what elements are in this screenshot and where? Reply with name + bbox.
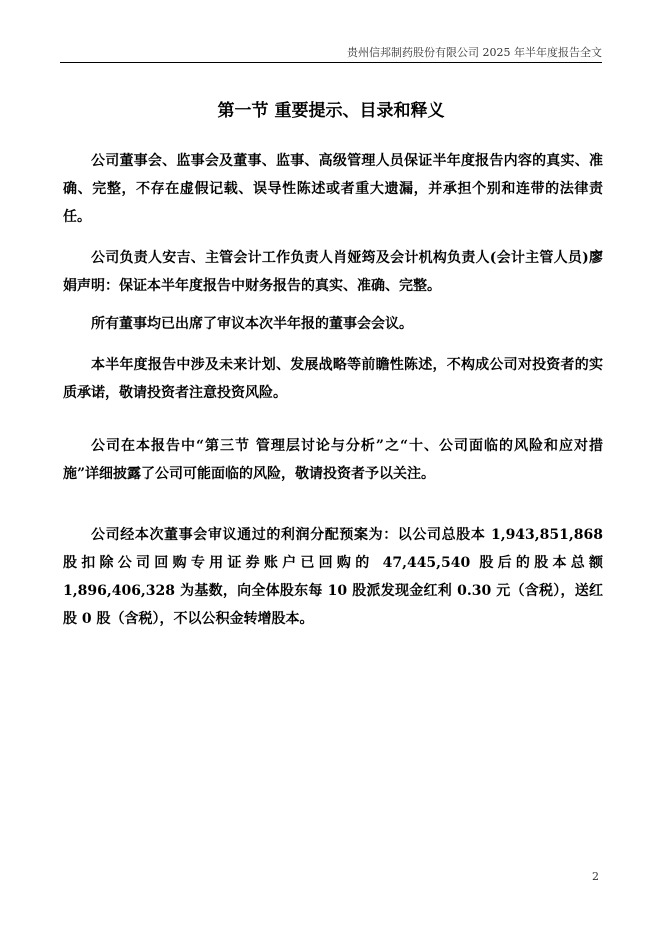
section-title: 第一节 重要提示、目录和释义 — [217, 101, 445, 121]
paragraph-board-guarantee: 公司董事会、监事会及董事、监事、高级管理人员保证半年度报告内容的真实、准确、完整，不存在虚假记载、误导性陈述或者重大遗漏，并承担个别和连带的法律责任。 — [63, 153, 603, 225]
paragraph-forward-looking-statement: 本半年度报告中涉及未来计划、发展战略等前瞻性陈述，不构成公司对投资者的实质承诺，敬请投资者注意投资风险。 — [63, 357, 603, 401]
paragraph-directors-attendance: 所有董事均已出席了审议本次半年报的董事会会议。 — [91, 316, 413, 332]
paragraph-risk-disclosure: 公司在本报告中“第三节 管理层讨论与分析”之“十、公司面临的风险和应对措施”详细披露了公司可能面临的风险，敬请投资者予以关注。 — [63, 438, 603, 482]
page-number: 2 — [592, 870, 599, 883]
running-header: 贵州信邦制药股份有限公司 2025 年半年度报告全文 — [347, 46, 602, 59]
header-divider — [60, 62, 602, 63]
paragraph-responsible-persons-statement: 公司负责人安吉、主管会计工作负责人肖娅筠及会计机构负责人(会计主管人员)廖娟声明：保证本半年度报告中财务报告的真实、准确、完整。 — [63, 250, 603, 294]
paragraph-profit-distribution: 公司经本次董事会审议通过的利润分配预案为：以公司总股本 1,943,851,868 股扣除公司回购专用证券账户已回购的 47,445,540 股后的股本总额 1,896,406,328 为基数，向全体股东每 10 股派发现金红利 0.30 元（含税），送红股 0 股（含税），不以公积金转增股本。 — [63, 527, 603, 627]
